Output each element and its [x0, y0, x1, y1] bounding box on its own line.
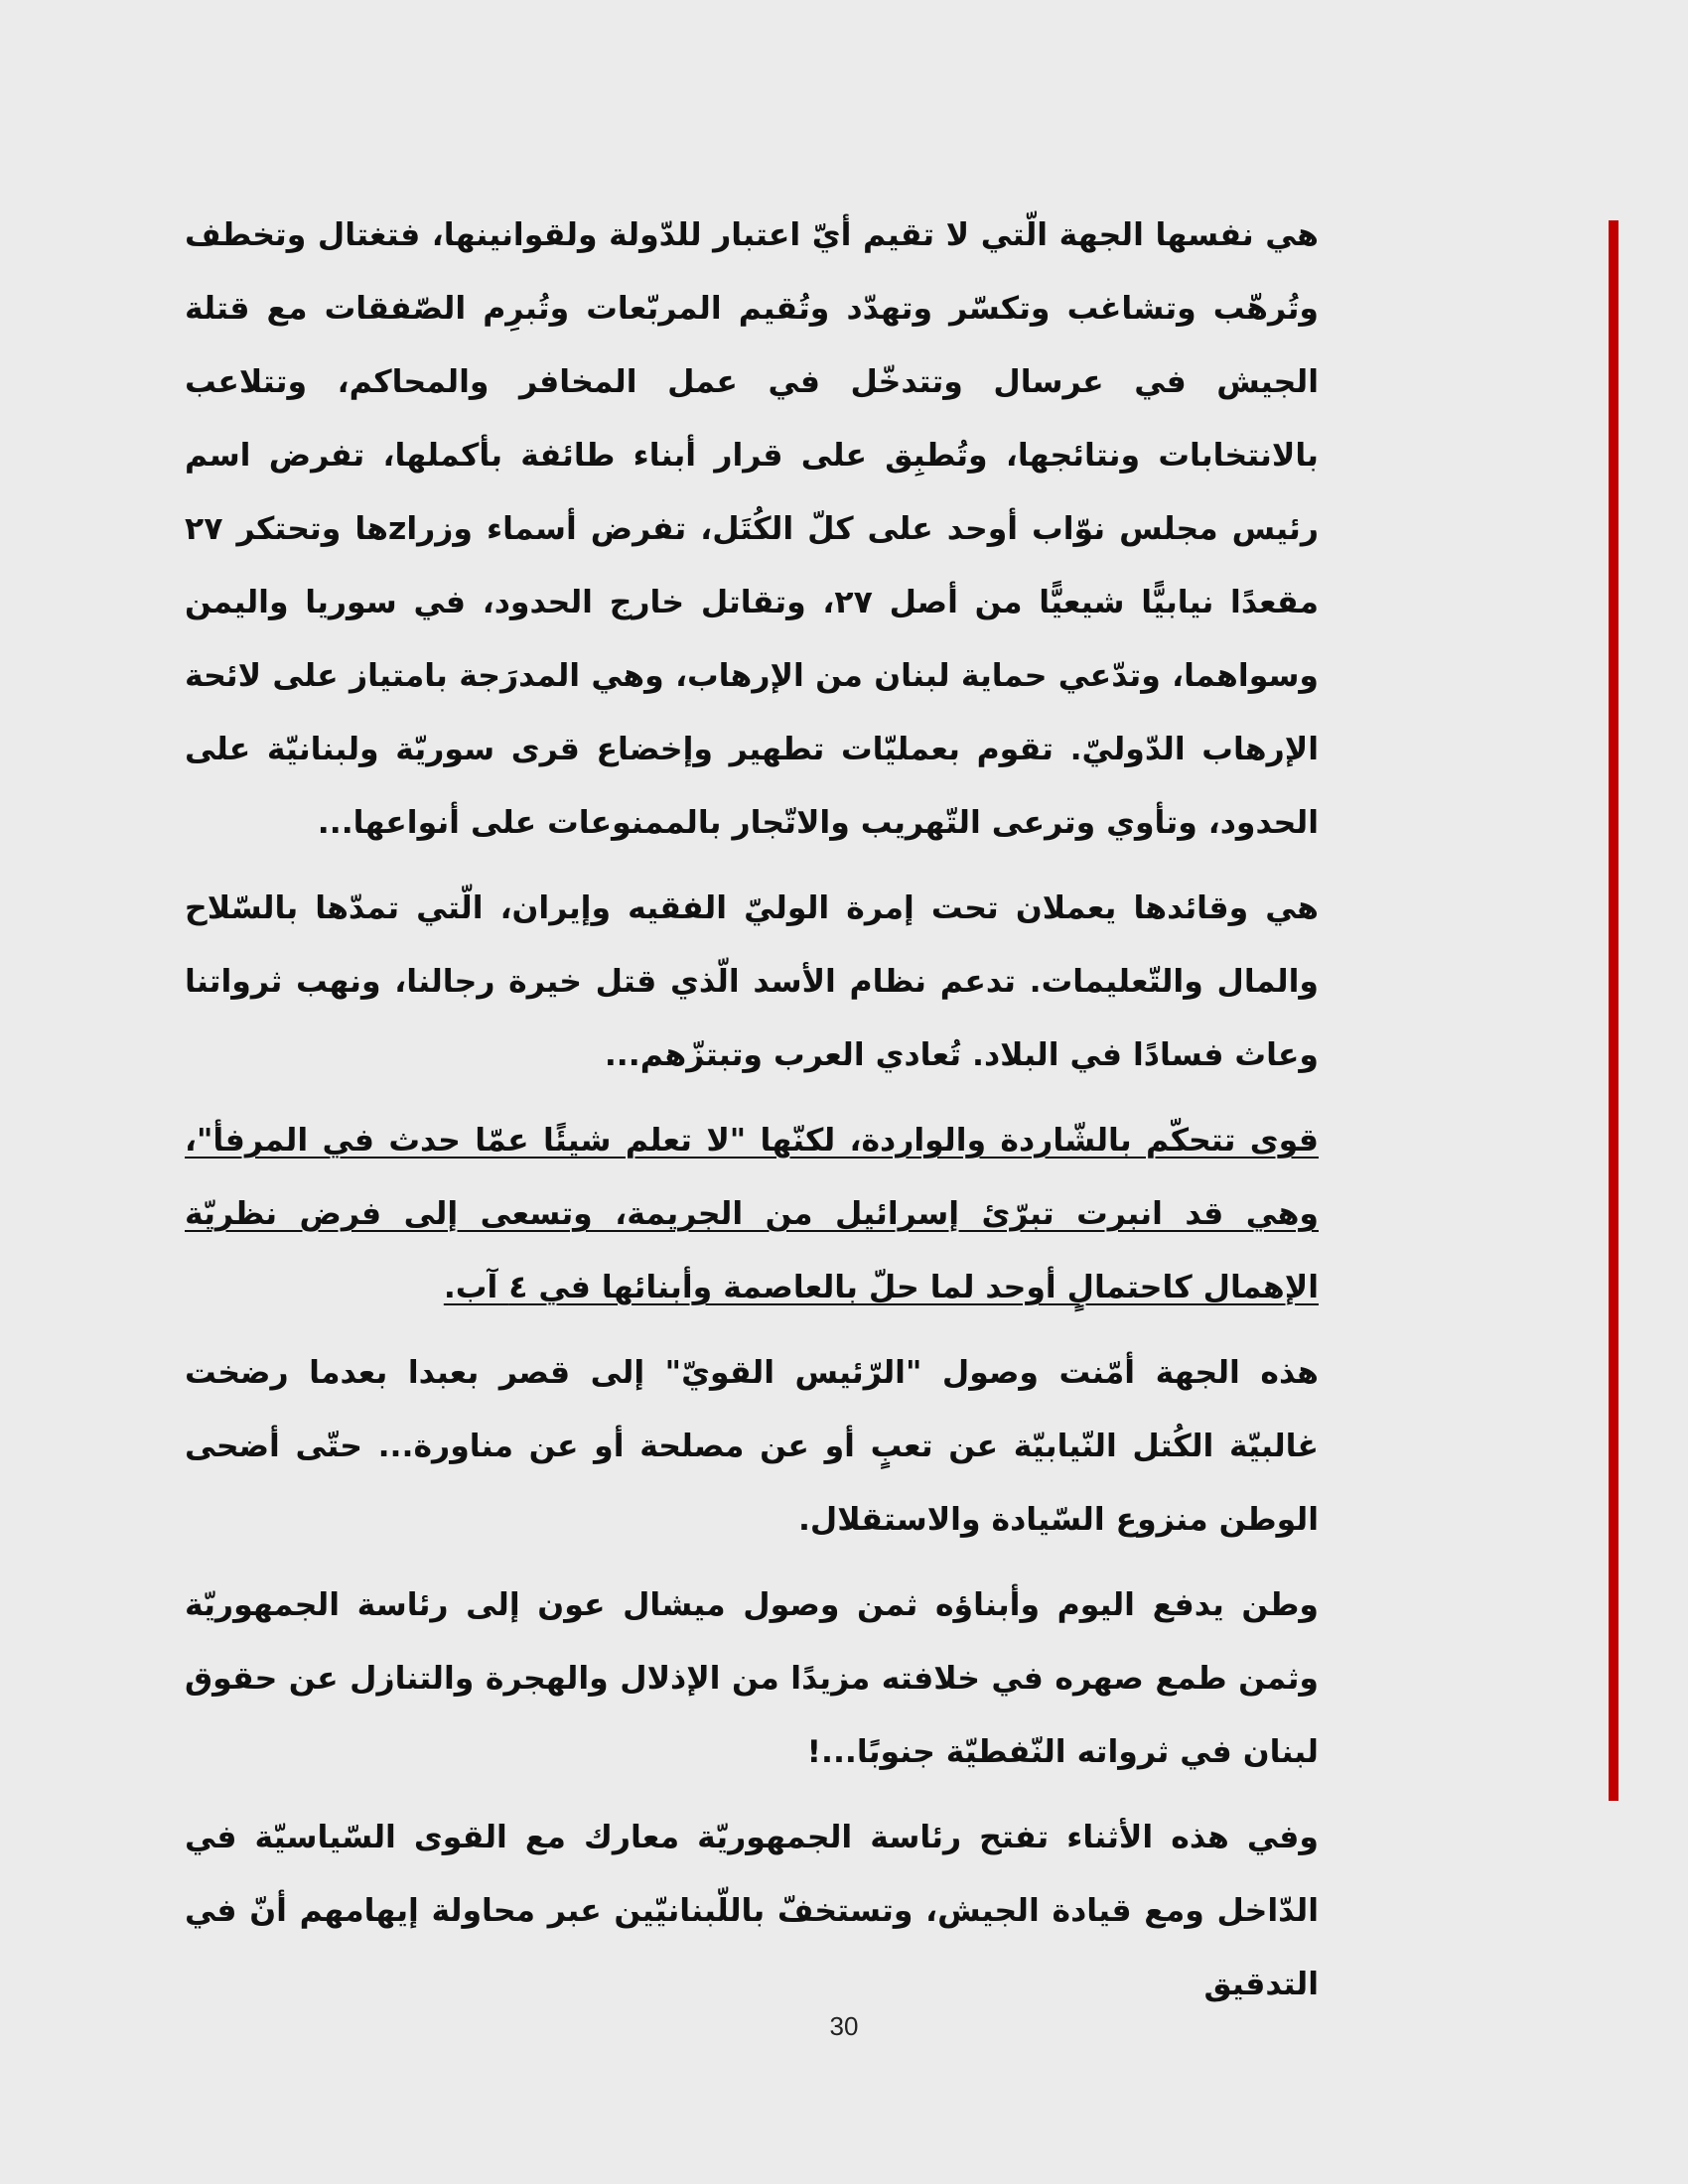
paragraph-6: وفي هذه الأثناء تفتح رئاسة الجمهوريّة معارك مع القوى السّياسيّة في الدّاخل ومع قيادة الجيش، وتستخفّ باللّبنانيّين عبر محاولة إيهامهم أنّ في التدقيق [185, 1820, 1319, 2002]
margin-accent-bar [1609, 220, 1618, 1801]
paragraph-3-underlined: قوى تتحكّم بالشّاردة والواردة، لكنّها "لا تعلم شيئًا عمّا حدث في المرفأ"، وهي قد انبرت تبرّئ إسرائيل من الجريمة، وتسعى إلى فرض نظريّة الإهمال كاحتمالٍ أوحد لما حلّ بالعاصمة وأبنائها في ٤ آب. [185, 1123, 1319, 1305]
paragraph-1: هي نفسها الجهة الّتي لا تقيم أيّ اعتبار للدّولة ولقوانينها، فتغتال وتخطف وتُرهّب وتشاغب وتكسّر وتهدّد وتُقيم المربّعات وتُبرِم الصّفقات مع قتلة الجيش في عرسال وتتدخّل في عمل المخافر والمحاكم، وتتلاعب بالانتخابات ونتائجها، وتُطبِق على قرار أبناء طائفة بأكملها، تفرض اسم رئيس مجلس نوّاب أوحد على كلّ الكُتَل، تفرض أسماء وزراzها وتحتكر ٢٧ مقعدًا نيابيًّا شيعيًّا من أصل ٢٧، وتقاتل خارج الحدود، في سوريا واليمن وسواهما، وتدّعي حماية لبنان من الإرهاب، وهي المدرَجة بامتياز على لائحة الإرهاب الدّوليّ. تقوم بعمليّات تطهير وإخضاع قرى سوريّة ولبنانيّة على الحدود، وتأوي وترعى التّهريب والاتّجار بالممنوعات على أنواعها... [185, 217, 1320, 841]
paragraph-5: وطن يدفع اليوم وأبناؤه ثمن وصول ميشال عون إلى رئاسة الجمهوريّة وثمن طمع صهره في خلافته مزيدًا من الإذلال والهجرة والتنازل عن حقوق لبنان في ثرواته النّفطيّة جنوبًا...! [185, 1587, 1319, 1770]
paragraph-2: هي وقائدها يعملان تحت إمرة الوليّ الفقيه وإيران، الّتي تمدّها بالسّلاح والمال والتّعليمات. تدعم نظام الأسد الّذي قتل خيرة رجالنا، ونهب ثرواتنا وعاث فسادًا في البلاد. تُعادي العرب وتبتزّهم... [185, 890, 1319, 1073]
page-number: 30 [829, 2011, 859, 2041]
paragraph-4: هذه الجهة أمّنت وصول "الرّئيس القويّ" إلى قصر بعبدا بعدما رضخت غالبيّة الكُتل النّيابيّة عن تعبٍ أو عن مصلحة أو عن مناورة... حتّى أضحى الوطن منزوع السّيادة والاستقلال. [185, 1355, 1319, 1538]
article-body [185, 199, 1319, 2033]
